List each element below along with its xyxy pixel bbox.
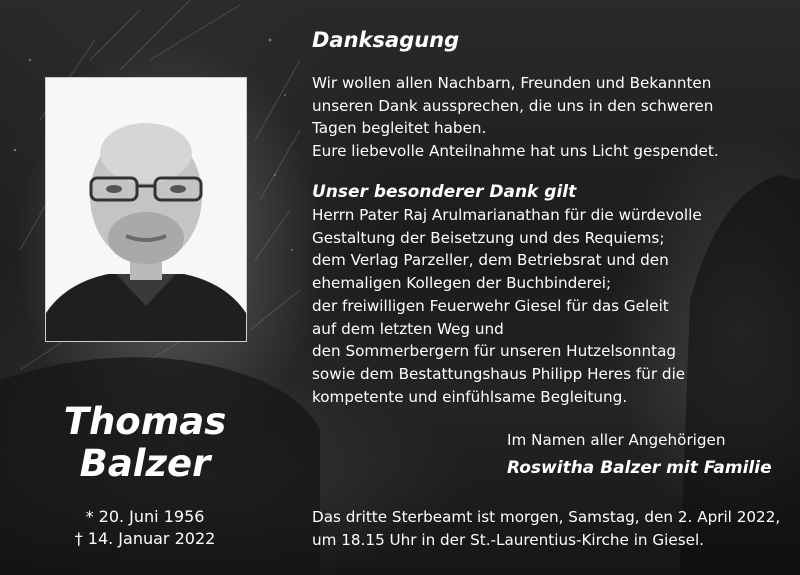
intro-paragraph xyxy=(312,72,782,163)
deceased-first-name: Thomas xyxy=(63,400,227,443)
thanks-line: Gestaltung der Beisetzung und des Requiems; xyxy=(312,228,665,247)
thanks-line: auf dem letzten Weg und xyxy=(312,319,504,338)
notice-line: um 18.15 Uhr in der St.-Laurentius-Kirche in Giesel. xyxy=(312,530,705,549)
thanks-line: ehemaligen Kollegen der Buchbinderei; xyxy=(312,274,612,293)
thanks-line: der freiwilligen Feuerwehr Giesel für das Geleit xyxy=(312,296,669,315)
special-thanks-paragraph xyxy=(312,204,782,408)
intro-line: Tagen begleitet haben. xyxy=(312,119,487,138)
signature-line: Im Namen aller Angehörigen xyxy=(507,431,726,449)
thanks-line: Herrn Pater Raj Arulmarianathan für die würdevolle xyxy=(312,206,702,224)
special-thanks-heading: Unser besonderer Dank gilt xyxy=(312,182,577,202)
portrait-photo xyxy=(45,77,247,342)
intro-line: unseren Dank aussprechen, die uns in den schweren xyxy=(312,96,714,115)
death-date: † 14. Januar 2022 xyxy=(74,529,216,548)
thanks-line: den Sommerbergern für unseren Hutzelsonntag xyxy=(312,342,677,361)
thanks-line: kompetente und einfühlsame Begleitung. xyxy=(312,387,628,406)
service-notice xyxy=(312,506,782,551)
thanks-line: dem Verlag Parzeller, dem Betriebsrat und den xyxy=(312,251,669,270)
birth-date: * 20. Juni 1956 xyxy=(85,507,205,526)
intro-line: Wir wollen allen Nachbarn, Freunden und Bekannten xyxy=(312,74,712,92)
thanks-line: sowie dem Bestattungshaus Philipp Heres für die xyxy=(312,364,686,383)
signature-names: Roswitha Balzer mit Familie xyxy=(507,458,772,478)
notice-line: Das dritte Sterbeamt ist morgen, Samstag, den 2. April 2022, xyxy=(312,508,781,526)
deceased-last-name: Balzer xyxy=(79,442,211,485)
page-title: Danksagung xyxy=(312,28,460,52)
intro-line: Eure liebevolle Anteilnahme hat uns Licht gespendet. xyxy=(312,142,719,161)
